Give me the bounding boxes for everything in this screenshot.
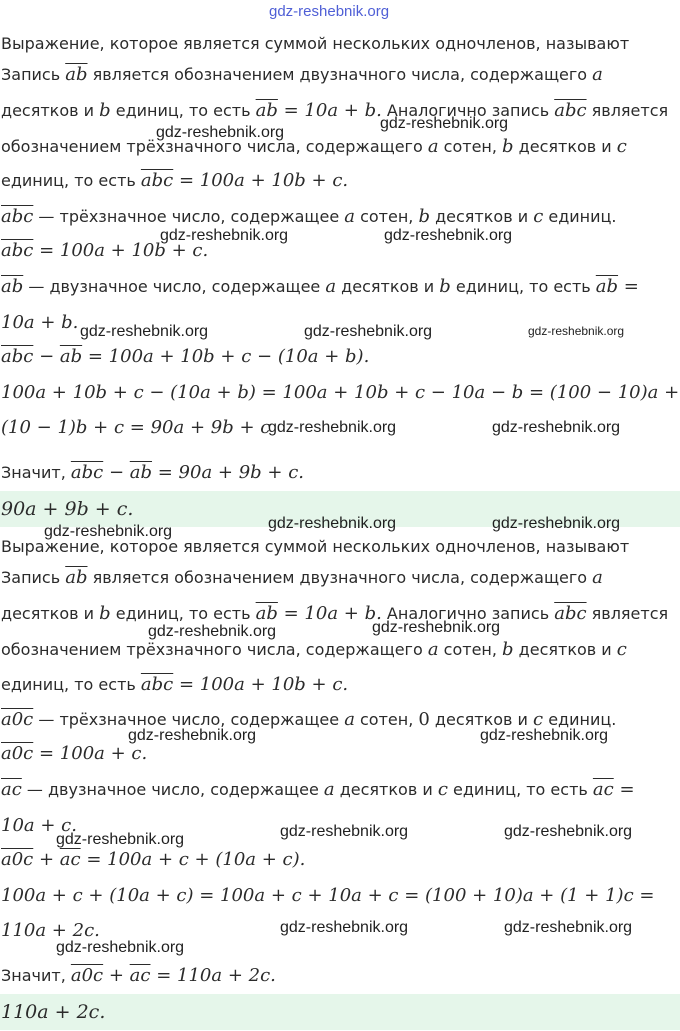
math-var: a (427, 136, 439, 157)
math-var: a (427, 639, 439, 660)
math-var: c (616, 639, 627, 660)
text: — двузначное число, содержащее (23, 277, 326, 296)
math-expr: 10a + b. (1, 312, 79, 333)
watermark: gdz-reshebnik.org (492, 419, 621, 436)
text: — двузначное число, содержащее (21, 780, 324, 799)
watermark: gdz-reshebnik.org (528, 324, 625, 338)
text: сотен, (355, 207, 419, 226)
text: Значит, (1, 966, 71, 985)
math-overline: $\overline{ac}$ (1, 779, 22, 800)
math-var: a (592, 567, 603, 588)
math-var: b (439, 276, 451, 297)
math-expr: = (618, 276, 639, 297)
text-line (0, 670, 680, 700)
text-line (0, 635, 680, 665)
math-overline: $\overline{abc}$ (70, 462, 104, 483)
math-overline: $\overline{ac}$ (592, 779, 614, 800)
math-expr: 100a + c + (10a + c) = 100a + c + 10a + c = (100 + 10)a + (1 + 1)c = (1, 885, 655, 906)
text: Аналогично запись (381, 604, 555, 623)
text: десятков и (1, 604, 100, 623)
math-overline: $\overline{ab}$ (1, 276, 24, 297)
math-overline: $\overline{ab}$ (255, 100, 278, 121)
math-expr: = 100a + 10b + c. (33, 240, 209, 261)
answer-box: 110a + 2c. (0, 994, 680, 1030)
math-var: a (344, 206, 355, 227)
text-line (0, 202, 680, 232)
text-line (0, 563, 680, 593)
math-overline: a0c (70, 965, 104, 986)
math-expr: 100a + 10b + c − (10a + b) = 100a + 10b + c − 10a − b = (100 − 10)a + (1, 382, 680, 403)
math-var: b (418, 206, 430, 227)
watermark: gdz-reshebnik.org (480, 727, 609, 744)
answer-box: 90a + 9b + c. (0, 491, 680, 527)
watermark: gdz-reshebnik.org (148, 623, 277, 640)
math-overline: $\overline{abc}$ (554, 100, 587, 121)
math-expr: = 110a + 2c. (150, 965, 276, 986)
text: сотен, (438, 137, 503, 156)
math-overline: $\overline{ab}$ (65, 64, 88, 85)
text: Запись (1, 568, 66, 587)
text: единиц, то есть (450, 277, 596, 296)
watermark: gdz-reshebnik.org (268, 515, 397, 532)
math-expr: = (613, 779, 635, 800)
math-expr: + (103, 965, 130, 986)
math-expr: = 10a + b. (277, 603, 382, 624)
text: обозначением трёхзначного числа, содержащего (1, 640, 428, 659)
text-line (0, 342, 680, 372)
math-expr: = 10a + b. (277, 100, 382, 121)
math-var: a (323, 779, 335, 800)
text: — трёхзначное число, содержащее (33, 207, 345, 226)
text: десятков и (513, 640, 617, 659)
watermark: gdz-reshebnik.org (160, 227, 289, 244)
math-overline: $\overline{abc}$ (1, 240, 34, 261)
math-overline: $\overline{ac}$ (129, 965, 151, 986)
text-line (0, 272, 680, 302)
text: десятков и (1, 101, 100, 120)
text-line (0, 96, 680, 126)
text-line (0, 599, 680, 629)
text-line (0, 166, 680, 196)
text-line (0, 236, 680, 266)
text: единиц, то есть (110, 604, 256, 623)
text: Запись (1, 65, 66, 84)
text: является (586, 101, 669, 120)
watermark: gdz-reshebnik.org (156, 124, 285, 141)
watermark: gdz-reshebnik.org (384, 227, 513, 244)
watermark: gdz-reshebnik.org (280, 823, 409, 840)
watermark: gdz-reshebnik.org (504, 823, 633, 840)
math-overline: $\overline{abc}$ (554, 603, 587, 624)
math-var: c (437, 779, 448, 800)
math-overline: $\overline{abc}$ (1, 206, 34, 227)
math-expr: = 90a + 9b + c. (152, 462, 305, 483)
math-expr: (10 − 1)b + c = 90a + 9b + c (1, 417, 271, 438)
math-var: c (616, 136, 627, 157)
text: единиц, то есть (1, 171, 141, 190)
text: десятков и (429, 710, 534, 729)
math-var: 0 (418, 709, 430, 730)
text: Выражение, которое является суммой нескольких одночленов, называют (1, 34, 630, 53)
math-expr: 10a + c. (1, 815, 77, 836)
text: сотен, (438, 640, 503, 659)
text: является (586, 604, 669, 623)
text-line (0, 458, 680, 488)
math-overline: $\overline{ab}$ (129, 462, 153, 483)
math-var: b (502, 639, 514, 660)
watermark: gdz-reshebnik.org (380, 115, 509, 132)
math-overline: $\overline{ac}$ (59, 849, 81, 870)
text-line (0, 60, 680, 90)
text-line (0, 775, 680, 805)
math-expr: = 100a + c + (10a + c). (80, 849, 306, 870)
text: является обозначением двузначного числа, содержащего (87, 65, 593, 84)
math-var: c (533, 709, 544, 730)
math-var: a (592, 64, 603, 85)
math-var: c (533, 206, 544, 227)
text: единиц, то есть (110, 101, 256, 120)
math-overline: $\overline{ab}$ (595, 276, 619, 297)
header-watermark: gdz-reshebnik.org (269, 3, 390, 20)
math-overline: $\overline{abc}$ (1, 346, 34, 367)
math-overline: $\overline{abc}$ (140, 674, 174, 695)
text: — трёхзначное число, содержащее (33, 710, 345, 729)
text-line (0, 132, 680, 162)
math-var: b (99, 100, 111, 121)
text-line (0, 29, 680, 59)
math-expr: = 100a + 10b + c. (173, 170, 349, 191)
text: десятков и (336, 277, 440, 296)
text: Значит, (1, 463, 71, 482)
text: десятков и (430, 207, 534, 226)
math-var: b (99, 603, 111, 624)
math-expr: = 100a + 10b + c − (10a + b). (82, 346, 370, 367)
math-expr: 110a + 2c. (1, 920, 100, 941)
text: единиц. (543, 710, 617, 729)
math-overline: a0c (1, 709, 34, 730)
math-expr: − (103, 462, 130, 483)
text: десятков и (334, 780, 438, 799)
math-expr: − (33, 346, 60, 367)
watermark: gdz-reshebnik.org (280, 919, 409, 936)
text: единиц. (543, 207, 617, 226)
math-expr: = 100a + 10b + c. (173, 674, 349, 695)
text-line (0, 961, 680, 991)
text: является обозначением двузначного числа, содержащего (87, 568, 593, 587)
math-var: a (344, 709, 355, 730)
watermark: gdz-reshebnik.org (504, 919, 633, 936)
watermark: gdz-reshebnik.org (492, 515, 621, 532)
math-overline: a0c (1, 743, 34, 764)
math-expr: = 100a + c. (33, 743, 148, 764)
math-overline: a0c (1, 849, 34, 870)
watermark: gdz-reshebnik.org (372, 619, 501, 636)
math-overline: $\overline{ab}$ (59, 346, 83, 367)
text-line (0, 881, 680, 911)
text-line (0, 845, 680, 875)
watermark: gdz-reshebnik.org (304, 323, 433, 340)
math-expr: + (33, 849, 60, 870)
math-overline: $\overline{ab}$ (65, 567, 88, 588)
text: Выражение, которое является суммой нескольких одночленов, называют (1, 537, 630, 556)
text: Аналогично запись (381, 101, 555, 120)
watermark: gdz-reshebnik.org (56, 939, 185, 956)
math-var: a (325, 276, 337, 297)
watermark: gdz-reshebnik.org (80, 323, 209, 340)
watermark: gdz-reshebnik.org (44, 523, 173, 540)
text: обозначением трёхзначного числа, содержащего (1, 137, 428, 156)
text: единиц, то есть (447, 780, 593, 799)
watermark: gdz-reshebnik.org (56, 831, 185, 848)
text: единиц, то есть (1, 675, 141, 694)
text-line (0, 378, 680, 408)
text: сотен, (354, 710, 419, 729)
math-overline: $\overline{abc}$ (140, 170, 174, 191)
math-overline: $\overline{ab}$ (255, 603, 278, 624)
watermark: gdz-reshebnik.org (128, 727, 257, 744)
math-var: b (502, 136, 514, 157)
watermark: gdz-reshebnik.org (268, 419, 397, 436)
text: десятков и (513, 137, 617, 156)
